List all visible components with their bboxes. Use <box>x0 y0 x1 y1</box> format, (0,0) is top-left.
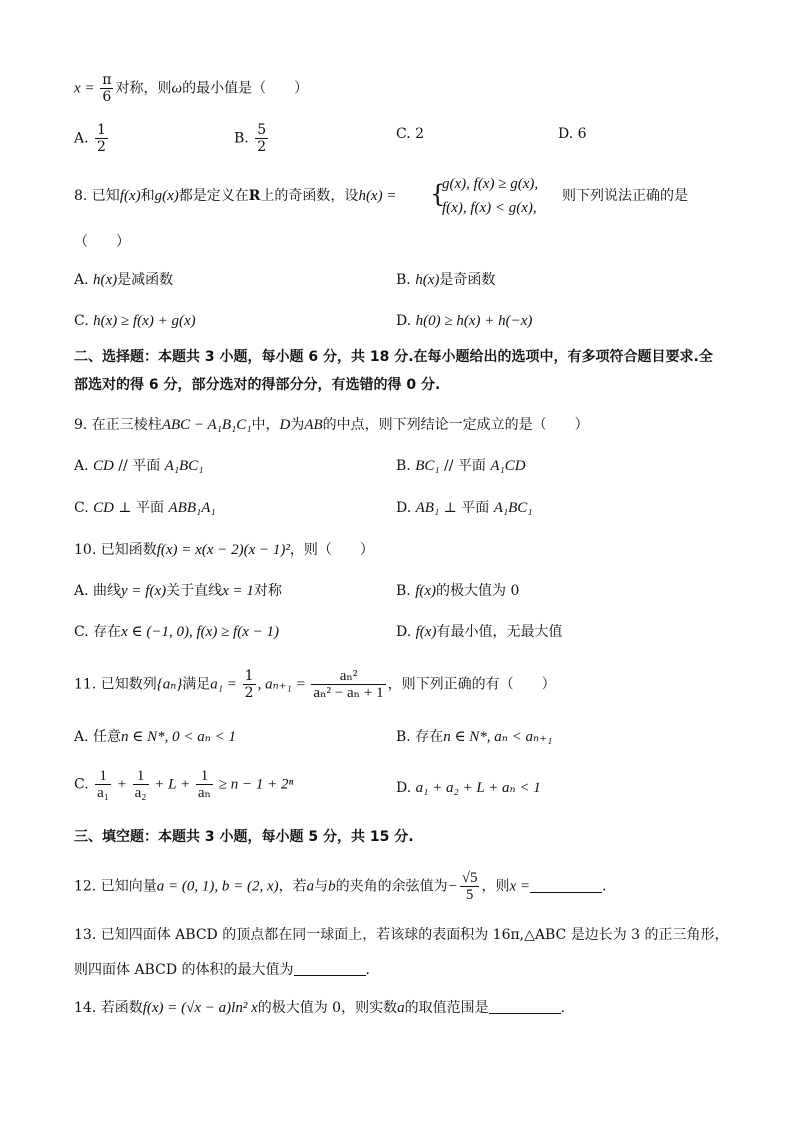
math-text: CD <box>93 458 114 474</box>
option-label: B. <box>396 729 411 745</box>
math-text: n ∈ N*, 0 < aₙ < 1 <box>121 729 236 745</box>
math-text: g(x) <box>154 188 179 204</box>
math-text: BC₁ <box>415 458 440 474</box>
fraction-numerator: 1 <box>133 768 149 785</box>
math-text: A₁BC₁ <box>493 500 533 516</box>
math-text: , aₙ₊₁ = <box>257 676 310 693</box>
fraction <box>243 668 256 701</box>
answer-blank[interactable] <box>489 1001 561 1014</box>
math-text: ABB₁A₁ <box>168 500 216 516</box>
relation-text: // 平面 <box>113 458 165 474</box>
fraction-denominator: aₙ² − aₙ + 1 <box>313 685 384 701</box>
math-text: h(x) ≥ f(x) + g(x) <box>93 313 196 329</box>
option-text: 是减函数 <box>117 272 174 288</box>
text: 14. 若函数 <box>74 1000 143 1016</box>
fraction-denominator: aₙ <box>197 785 212 801</box>
q9-option-d[interactable] <box>396 498 532 518</box>
answer-blank[interactable] <box>294 963 366 976</box>
math-text: f(x) <box>119 188 141 204</box>
question-10-stem <box>74 540 374 560</box>
question-9-stem <box>74 415 589 435</box>
math-text: h(x) = <box>358 188 397 204</box>
math-text: f(x) = x(x − 2)(x − 1)² <box>156 542 290 558</box>
q10-option-c[interactable] <box>74 622 279 642</box>
fraction-denominator: 6 <box>102 89 112 105</box>
q9-option-a[interactable] <box>74 456 203 476</box>
option-label: D. <box>558 126 574 142</box>
q10-option-d[interactable] <box>396 622 562 642</box>
math-text: h(x) <box>415 272 440 288</box>
text: ，则 <box>481 878 510 895</box>
math-text: f(x) = (√x − a)ln² x <box>142 1000 258 1016</box>
fraction-numerator: 1 <box>95 768 111 785</box>
fraction-numerator: 1 <box>97 122 106 138</box>
fraction-numerator: 1 <box>196 768 213 785</box>
text: ，若 <box>278 878 307 895</box>
math-text: x = 1 <box>222 583 254 599</box>
section-heading-fill-in: 三、填空题：本题共 3 小题，每小题 5 分，共 15 分. <box>74 829 414 845</box>
q11-option-a[interactable] <box>74 727 236 747</box>
text: 关于直线 <box>166 583 223 599</box>
fraction <box>95 768 111 801</box>
relation-text: ⊥ 平面 <box>439 500 494 516</box>
option-label: C. <box>74 776 89 793</box>
text: 的取值范围是 <box>404 1000 489 1016</box>
text: ，则下列正确的有（ ） <box>387 676 556 693</box>
math-text: A₁CD <box>490 458 526 474</box>
relation-text: // 平面 <box>439 458 491 474</box>
math-text: a <box>397 1000 405 1016</box>
option-label: C. <box>74 624 89 640</box>
text: 的极大值为 0 <box>436 583 520 599</box>
math-text: a₁ = <box>210 676 241 693</box>
text: 满足 <box>182 676 211 693</box>
math-text: AB₁ <box>415 500 440 516</box>
text: 9. 在正三棱柱 <box>74 417 162 433</box>
fraction-denominator: 5 <box>465 887 474 903</box>
math-text: + L + <box>150 776 194 793</box>
text: 和 <box>140 188 155 204</box>
q10-option-a[interactable] <box>74 581 282 601</box>
fraction <box>311 668 385 701</box>
fraction <box>196 768 213 801</box>
q10-option-b[interactable] <box>396 581 519 601</box>
q7-option-c[interactable] <box>396 124 424 144</box>
option-label: B. <box>234 130 249 147</box>
math-text: f(x) <box>415 624 437 640</box>
option-text: 2 <box>415 126 425 142</box>
option-label: A. <box>74 272 89 288</box>
q11-option-b[interactable] <box>396 727 552 747</box>
text: 8. 已知 <box>74 188 120 204</box>
q7-option-a[interactable] <box>74 122 110 155</box>
q7-option-d[interactable] <box>558 124 587 144</box>
option-label: A. <box>74 458 89 474</box>
math-text: ≥ n − 1 + 2ⁿ <box>215 776 294 793</box>
text: 11. 已知数列 <box>74 676 157 693</box>
text: 上的奇函数，设 <box>260 188 359 204</box>
text: 10. 已知函数 <box>74 542 157 558</box>
option-label: B. <box>396 272 411 288</box>
question-12-stem <box>74 870 606 903</box>
math-text: A₁BC₁ <box>164 458 204 474</box>
fraction <box>100 72 113 105</box>
text: 曲线 <box>93 583 122 599</box>
q8-option-d[interactable] <box>396 311 532 331</box>
math-text: D <box>279 417 291 433</box>
fraction-numerator: π <box>102 72 112 88</box>
text: 对称，则 <box>115 80 172 97</box>
question-11-stem <box>74 668 556 701</box>
math-text: f(x) <box>415 583 437 599</box>
q8-option-a[interactable] <box>74 270 173 290</box>
text: 为 <box>290 417 305 433</box>
fraction-numerator: 1 <box>244 668 254 684</box>
question-14-stem <box>74 998 565 1018</box>
math-text: y = f(x) <box>121 583 167 599</box>
text: . <box>602 878 607 895</box>
text: 的中点，则下列结论一定成立的是（ ） <box>322 417 589 433</box>
option-label: C. <box>74 313 89 329</box>
text: 任意 <box>93 729 122 745</box>
option-text: 是奇函数 <box>439 272 496 288</box>
question-8-stem <box>74 186 396 206</box>
option-label: C. <box>396 126 411 142</box>
text: 则四面体 ABCD 的体积的最大值为 <box>74 962 294 978</box>
question-13-line-1: 13. 已知四面体 ABCD 的顶点都在同一球面上，若该球的表面积为 16π,△ABC 是边长为 3 的正三角形， <box>74 927 729 943</box>
q9-option-b[interactable] <box>396 456 526 476</box>
fraction <box>255 122 268 155</box>
math-text: a = (0, 1), b = (2, x) <box>156 878 279 895</box>
option-label: A. <box>74 729 89 745</box>
relation-text: ⊥ 平面 <box>113 500 169 516</box>
section-heading-multiple-choice: 二、选择题：本题共 3 小题，每小题 6 分，共 18 分.在每小题给出的选项中，有多项符合题目要求.全部选对的得 6 分，部分选对的得部分分，有选错的得 0 分. <box>74 349 713 393</box>
text: 的极大值为 0，则实数 <box>257 1000 398 1016</box>
piecewise-case-2: f(x), f(x) < g(x), <box>442 200 537 216</box>
text: 12. 已知向量 <box>74 878 157 895</box>
text: 的夹角的余弦值为 <box>335 878 448 895</box>
fraction-numerator: 5 <box>257 122 267 138</box>
q8-option-c[interactable] <box>74 311 196 331</box>
text: 存在 <box>93 624 122 640</box>
real-numbers-symbol: R <box>248 188 261 204</box>
option-label: B. <box>396 458 411 474</box>
fraction-denominator: a₁ <box>97 785 110 801</box>
omega-symbol: ω <box>171 80 183 97</box>
text: 存在 <box>415 729 444 745</box>
fraction-denominator: 2 <box>257 139 267 155</box>
text: 中， <box>251 417 280 433</box>
fraction <box>460 870 480 903</box>
math-text: CD <box>93 500 114 516</box>
fraction-numerator: √5 <box>461 870 478 886</box>
option-label: C. <box>74 500 89 516</box>
text: . <box>560 1000 566 1016</box>
math-text: + <box>113 776 131 793</box>
math-text: x = <box>74 80 99 97</box>
option-label: D. <box>396 500 412 516</box>
math-text: x = <box>509 878 530 895</box>
question-7-continuation <box>74 72 308 105</box>
math-text: x ∈ (−1, 0), f(x) ≥ f(x − 1) <box>121 624 279 640</box>
math-text: {aₙ} <box>156 676 183 693</box>
text: 有最小值，无最大值 <box>436 624 563 640</box>
piecewise-brace: { <box>430 180 446 208</box>
math-text: n ∈ N*, aₙ < aₙ₊₁ <box>443 729 553 745</box>
math-text: a₁ + a₂ + L + aₙ < 1 <box>415 780 541 796</box>
answer-blank[interactable] <box>530 880 602 893</box>
question-13-line-2 <box>74 960 370 980</box>
option-label: D. <box>396 313 412 329</box>
text: 对称 <box>253 583 282 599</box>
math-text: h(x) <box>93 272 118 288</box>
math-text: h(0) ≥ h(x) + h(−x) <box>415 313 533 329</box>
fraction-denominator: 2 <box>97 139 106 155</box>
text: ，则（ ） <box>289 542 374 558</box>
option-label: B. <box>396 583 411 599</box>
text: 都是定义在 <box>178 188 249 204</box>
math-text: AB <box>304 417 323 433</box>
fraction-denominator: 2 <box>244 685 254 701</box>
q8-option-b[interactable] <box>396 270 495 290</box>
option-label: A. <box>74 583 89 599</box>
q7-option-b[interactable] <box>234 122 270 155</box>
fraction <box>95 122 108 155</box>
option-text: 6 <box>577 126 587 142</box>
q11-option-c[interactable] <box>74 768 293 801</box>
answer-paren: （ ） <box>74 234 130 250</box>
fraction-denominator: a₂ <box>134 785 147 801</box>
piecewise-case-1: g(x), f(x) ≥ g(x), <box>442 176 539 192</box>
vector-b: b <box>328 878 336 895</box>
fraction <box>133 768 149 801</box>
text: 与 <box>314 878 329 895</box>
vector-a: a <box>306 878 315 895</box>
option-label: A. <box>74 130 89 147</box>
fraction-numerator: aₙ² <box>311 668 385 685</box>
q11-option-d[interactable] <box>396 778 541 798</box>
option-label: D. <box>396 780 412 796</box>
text: 的最小值是（ ） <box>182 80 309 97</box>
question-8-stem-end: 则下列说法正确的是 <box>562 188 688 204</box>
q9-option-c[interactable] <box>74 498 216 518</box>
option-label: D. <box>396 624 412 640</box>
text: . <box>365 962 370 978</box>
math-text: − <box>447 878 458 895</box>
math-text: ABC − A₁B₁C₁ <box>161 417 252 433</box>
